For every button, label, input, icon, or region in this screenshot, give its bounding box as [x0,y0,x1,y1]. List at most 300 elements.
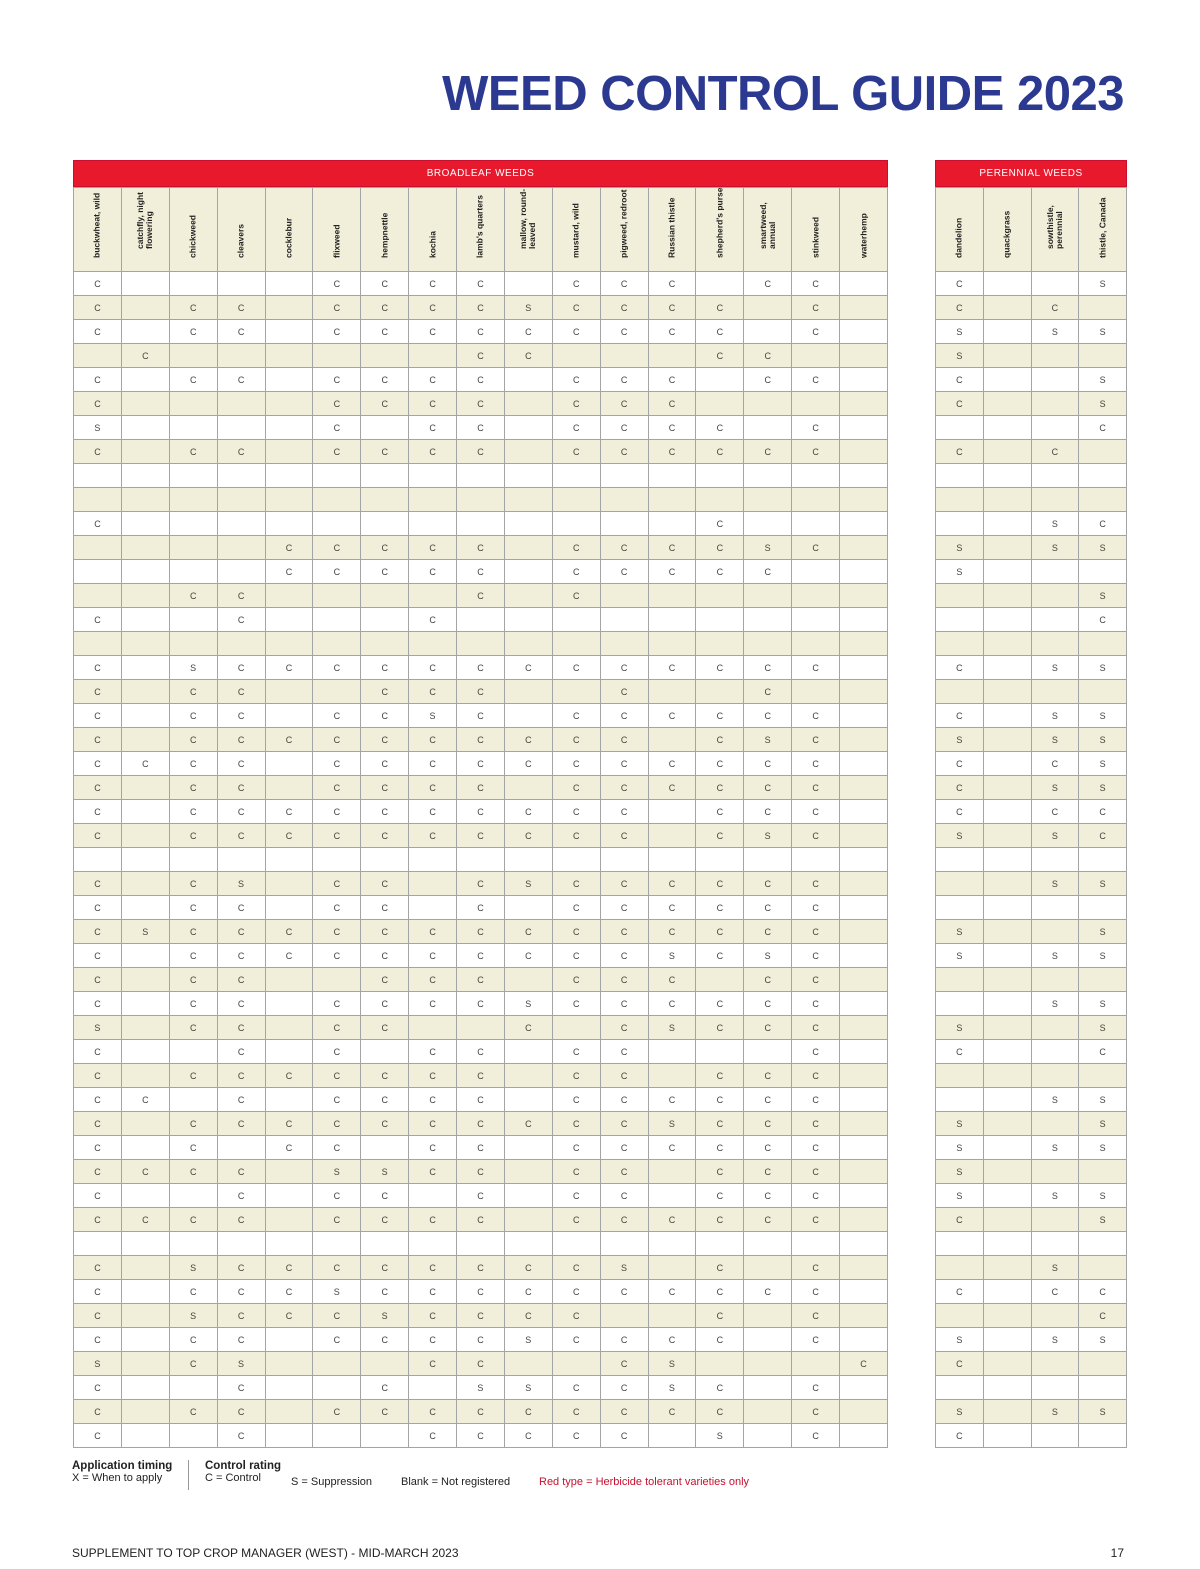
rating-cell: C [361,536,409,560]
rating-cell [1079,1064,1127,1088]
rating-cell [265,488,313,512]
rating-cell [840,464,888,488]
broadleaf-column-header [792,188,840,272]
rating-cell: C [121,752,169,776]
broadleaf-row [74,1136,888,1160]
rating-cell [983,1424,1031,1448]
rating-cell [744,1352,792,1376]
rating-cell: C [217,320,265,344]
rating-cell [936,488,984,512]
rating-cell: C [217,584,265,608]
rating-cell [313,632,361,656]
rating-cell: C [217,1304,265,1328]
rating-cell: S [936,1400,984,1424]
rating-cell [552,1352,600,1376]
rating-cell [983,992,1031,1016]
broadleaf-row [74,1160,888,1184]
rating-cell: S [504,1376,552,1400]
rating-cell: C [169,872,217,896]
rating-cell: C [792,536,840,560]
legend-control: C = Control [205,1472,261,1484]
rating-cell [504,704,552,728]
rating-cell: C [313,896,361,920]
rating-cell: C [600,968,648,992]
rating-cell [696,680,744,704]
rating-cell [936,1376,984,1400]
rating-cell [744,512,792,536]
rating-cell: C [648,536,696,560]
rating-cell [696,392,744,416]
rating-cell: C [457,296,505,320]
rating-cell: C [313,920,361,944]
rating-cell: C [552,440,600,464]
rating-cell: C [169,752,217,776]
rating-cell: C [552,656,600,680]
rating-cell [265,704,313,728]
rating-cell: C [840,1352,888,1376]
rating-cell [1031,464,1079,488]
rating-cell [840,1328,888,1352]
rating-cell [792,488,840,512]
rating-cell [504,680,552,704]
rating-cell: C [457,704,505,728]
rating-cell: C [217,368,265,392]
rating-cell: C [696,920,744,944]
rating-cell [840,848,888,872]
rating-cell: S [744,536,792,560]
rating-cell: C [936,704,984,728]
perennial-row [936,1208,1127,1232]
broadleaf-column-label: waterhemp [858,213,868,258]
rating-cell: C [217,1424,265,1448]
rating-cell [840,536,888,560]
rating-cell: S [936,1184,984,1208]
rating-cell [648,848,696,872]
rating-cell: C [600,1016,648,1040]
rating-cell: C [169,296,217,320]
rating-cell [265,464,313,488]
broadleaf-row [74,1232,888,1256]
rating-cell: S [1079,944,1127,968]
broadleaf-row [74,296,888,320]
rating-cell: C [696,944,744,968]
rating-cell: C [265,1136,313,1160]
rating-cell [983,824,1031,848]
rating-cell: C [121,344,169,368]
broadleaf-row [74,1352,888,1376]
perennial-row [936,320,1127,344]
rating-cell [1079,1160,1127,1184]
rating-cell: S [169,656,217,680]
rating-cell [504,488,552,512]
rating-cell: C [409,1256,457,1280]
rating-cell: C [409,560,457,584]
rating-cell [840,560,888,584]
rating-cell: C [648,296,696,320]
rating-cell: S [648,1016,696,1040]
rating-cell [409,1184,457,1208]
rating-cell: S [217,1352,265,1376]
rating-cell: C [313,272,361,296]
rating-cell: C [552,704,600,728]
rating-cell: S [1079,1208,1127,1232]
rating-cell [361,1352,409,1376]
broadleaf-row [74,920,888,944]
rating-cell: S [1031,320,1079,344]
rating-cell [983,1040,1031,1064]
rating-cell: C [792,440,840,464]
rating-cell [1079,1376,1127,1400]
rating-cell: C [1031,296,1079,320]
perennial-column-header [936,188,984,272]
rating-cell [648,632,696,656]
rating-cell: C [936,1280,984,1304]
rating-cell: C [696,1400,744,1424]
perennial-row [936,512,1127,536]
rating-cell: C [696,512,744,536]
rating-cell: C [265,656,313,680]
legend-red-note: Red type = Herbicide tolerant varieties only [539,1476,750,1488]
rating-cell: C [552,320,600,344]
rating-cell: C [313,440,361,464]
rating-cell: S [1031,944,1079,968]
rating-cell: C [648,1136,696,1160]
broadleaf-column-header [121,188,169,272]
rating-cell [936,992,984,1016]
rating-cell: C [792,824,840,848]
rating-cell [1031,392,1079,416]
rating-cell [744,584,792,608]
rating-cell: C [600,944,648,968]
rating-cell: S [936,944,984,968]
rating-cell [457,848,505,872]
rating-cell [1031,1208,1079,1232]
rating-cell [265,680,313,704]
rating-cell: C [552,1280,600,1304]
rating-cell: S [1031,728,1079,752]
perennial-row [936,1280,1127,1304]
rating-cell: C [409,1136,457,1160]
rating-cell: C [313,536,361,560]
rating-cell: S [1079,272,1127,296]
rating-cell [744,392,792,416]
rating-cell: C [361,1088,409,1112]
rating-cell: C [217,1400,265,1424]
rating-cell [983,680,1031,704]
broadleaf-row [74,1088,888,1112]
rating-cell [169,392,217,416]
rating-cell: C [552,1088,600,1112]
rating-cell: C [361,1256,409,1280]
rating-cell [744,320,792,344]
rating-cell: C [792,1088,840,1112]
rating-cell [983,656,1031,680]
rating-cell: C [361,752,409,776]
rating-cell: C [313,944,361,968]
rating-cell [121,1016,169,1040]
rating-cell [840,632,888,656]
rating-cell [600,464,648,488]
perennial-row [936,416,1127,440]
rating-cell: C [74,752,122,776]
broadleaf-column-header [648,188,696,272]
perennial-row [936,728,1127,752]
rating-cell: C [409,680,457,704]
broadleaf-column-label: cleavers [235,223,246,258]
rating-cell: S [74,416,122,440]
rating-cell: C [600,752,648,776]
rating-cell: C [696,1256,744,1280]
rating-cell: C [313,872,361,896]
rating-cell: C [1031,1280,1079,1304]
perennial-row [936,368,1127,392]
rating-cell: C [792,1376,840,1400]
rating-cell: C [936,392,984,416]
rating-cell: C [792,1184,840,1208]
rating-cell: S [1031,992,1079,1016]
legend-divider [188,1460,189,1490]
broadleaf-row [74,872,888,896]
rating-cell [1031,1160,1079,1184]
rating-cell: C [361,800,409,824]
rating-cell: S [1079,872,1127,896]
rating-cell: S [744,728,792,752]
rating-cell: S [1079,1136,1127,1160]
rating-cell [313,1376,361,1400]
rating-cell [936,512,984,536]
rating-cell: C [457,1208,505,1232]
rating-cell: C [600,1112,648,1136]
rating-cell [121,272,169,296]
rating-cell: C [409,968,457,992]
rating-cell: C [313,1328,361,1352]
rating-cell [457,1232,505,1256]
rating-cell: C [409,1040,457,1064]
broadleaf-row [74,704,888,728]
rating-cell: C [217,1064,265,1088]
rating-cell [1079,296,1127,320]
rating-cell [936,416,984,440]
rating-cell: C [504,920,552,944]
rating-cell: C [169,440,217,464]
perennial-row [936,1400,1127,1424]
rating-cell [217,344,265,368]
rating-cell [1079,896,1127,920]
rating-cell: C [744,1064,792,1088]
rating-cell [265,992,313,1016]
rating-cell: C [457,1184,505,1208]
rating-cell: C [552,824,600,848]
rating-cell: C [552,872,600,896]
rating-cell: C [744,344,792,368]
rating-cell: S [1079,920,1127,944]
rating-cell: C [313,1256,361,1280]
broadleaf-column-label: catchfly, night flowering [135,192,155,249]
rating-cell: C [217,656,265,680]
rating-cell: C [217,440,265,464]
rating-cell [744,1232,792,1256]
rating-cell: C [552,296,600,320]
rating-cell: C [600,536,648,560]
rating-cell: C [600,1424,648,1448]
rating-cell: C [169,968,217,992]
rating-cell: C [169,368,217,392]
rating-cell: C [457,392,505,416]
rating-cell: C [792,704,840,728]
rating-cell: C [600,872,648,896]
rating-cell [409,848,457,872]
broadleaf-row [74,1112,888,1136]
rating-cell [74,560,122,584]
broadleaf-row [74,536,888,560]
rating-cell [169,536,217,560]
rating-cell: C [217,992,265,1016]
broadleaf-row [74,728,888,752]
rating-cell [983,1016,1031,1040]
rating-cell: C [313,1016,361,1040]
rating-cell [121,680,169,704]
rating-cell [648,824,696,848]
rating-cell: C [169,920,217,944]
rating-cell [169,488,217,512]
rating-cell: C [265,920,313,944]
rating-cell: C [504,344,552,368]
rating-cell: C [552,992,600,1016]
rating-cell [361,608,409,632]
perennial-row [936,1064,1127,1088]
rating-cell [840,752,888,776]
rating-cell [840,704,888,728]
rating-cell: C [792,992,840,1016]
rating-cell: C [792,1304,840,1328]
rating-cell [1031,848,1079,872]
broadleaf-row [74,512,888,536]
rating-cell: C [409,1424,457,1448]
rating-cell [265,1184,313,1208]
rating-cell: C [361,1184,409,1208]
rating-cell: C [361,272,409,296]
rating-cell [840,1376,888,1400]
perennial-row [936,1352,1127,1376]
rating-cell [840,824,888,848]
rating-cell: S [1031,872,1079,896]
rating-cell: C [457,1328,505,1352]
broadleaf-row [74,1208,888,1232]
rating-cell [121,992,169,1016]
rating-cell [504,416,552,440]
rating-cell: C [409,920,457,944]
broadleaf-row [74,464,888,488]
rating-cell [457,464,505,488]
rating-cell [840,416,888,440]
rating-cell [121,824,169,848]
rating-cell: C [792,1424,840,1448]
rating-cell: C [217,920,265,944]
rating-cell: C [409,1088,457,1112]
rating-cell: C [1031,440,1079,464]
rating-cell [552,632,600,656]
rating-cell: C [217,824,265,848]
rating-cell: C [409,752,457,776]
rating-cell: S [936,536,984,560]
rating-cell [121,536,169,560]
rating-cell [457,512,505,536]
rating-cell [361,344,409,368]
rating-cell: C [217,1040,265,1064]
rating-cell [648,584,696,608]
rating-cell [792,608,840,632]
rating-cell: C [936,296,984,320]
broadleaf-column-header [265,188,313,272]
rating-cell: C [313,1136,361,1160]
rating-cell [648,488,696,512]
rating-cell: C [648,272,696,296]
rating-cell: C [169,1136,217,1160]
rating-cell [504,1352,552,1376]
rating-cell: C [409,1208,457,1232]
rating-cell: C [648,1208,696,1232]
rating-cell: C [313,560,361,584]
rating-cell [265,776,313,800]
rating-cell [936,1256,984,1280]
perennial-row [936,800,1127,824]
rating-cell: C [74,512,122,536]
rating-cell: C [600,1088,648,1112]
rating-cell [1031,344,1079,368]
rating-cell [1031,368,1079,392]
rating-cell: C [648,416,696,440]
broadleaf-row [74,1376,888,1400]
rating-cell: C [217,1280,265,1304]
broadleaf-row [74,824,888,848]
rating-cell: S [1079,1184,1127,1208]
rating-cell: C [361,920,409,944]
rating-cell: S [504,992,552,1016]
rating-cell: C [409,416,457,440]
rating-cell [121,1232,169,1256]
rating-cell: C [265,1112,313,1136]
rating-cell: C [1079,1280,1127,1304]
rating-cell: C [792,752,840,776]
rating-cell [121,1376,169,1400]
rating-cell: C [217,776,265,800]
rating-cell: C [504,824,552,848]
rating-cell: C [696,776,744,800]
rating-cell [983,728,1031,752]
perennial-row [936,872,1127,896]
rating-cell: C [552,584,600,608]
rating-cell: S [504,296,552,320]
rating-cell: S [744,824,792,848]
rating-cell [265,272,313,296]
rating-cell: C [457,584,505,608]
rating-cell [217,416,265,440]
rating-cell: C [600,272,648,296]
rating-cell [313,680,361,704]
rating-cell [744,632,792,656]
rating-cell [983,1112,1031,1136]
rating-cell [983,944,1031,968]
rating-cell [265,1376,313,1400]
rating-cell [983,584,1031,608]
rating-cell: C [744,368,792,392]
rating-cell [121,656,169,680]
rating-cell [313,512,361,536]
broadleaf-row [74,560,888,584]
perennial-row [936,1160,1127,1184]
rating-cell [313,584,361,608]
rating-cell [121,368,169,392]
